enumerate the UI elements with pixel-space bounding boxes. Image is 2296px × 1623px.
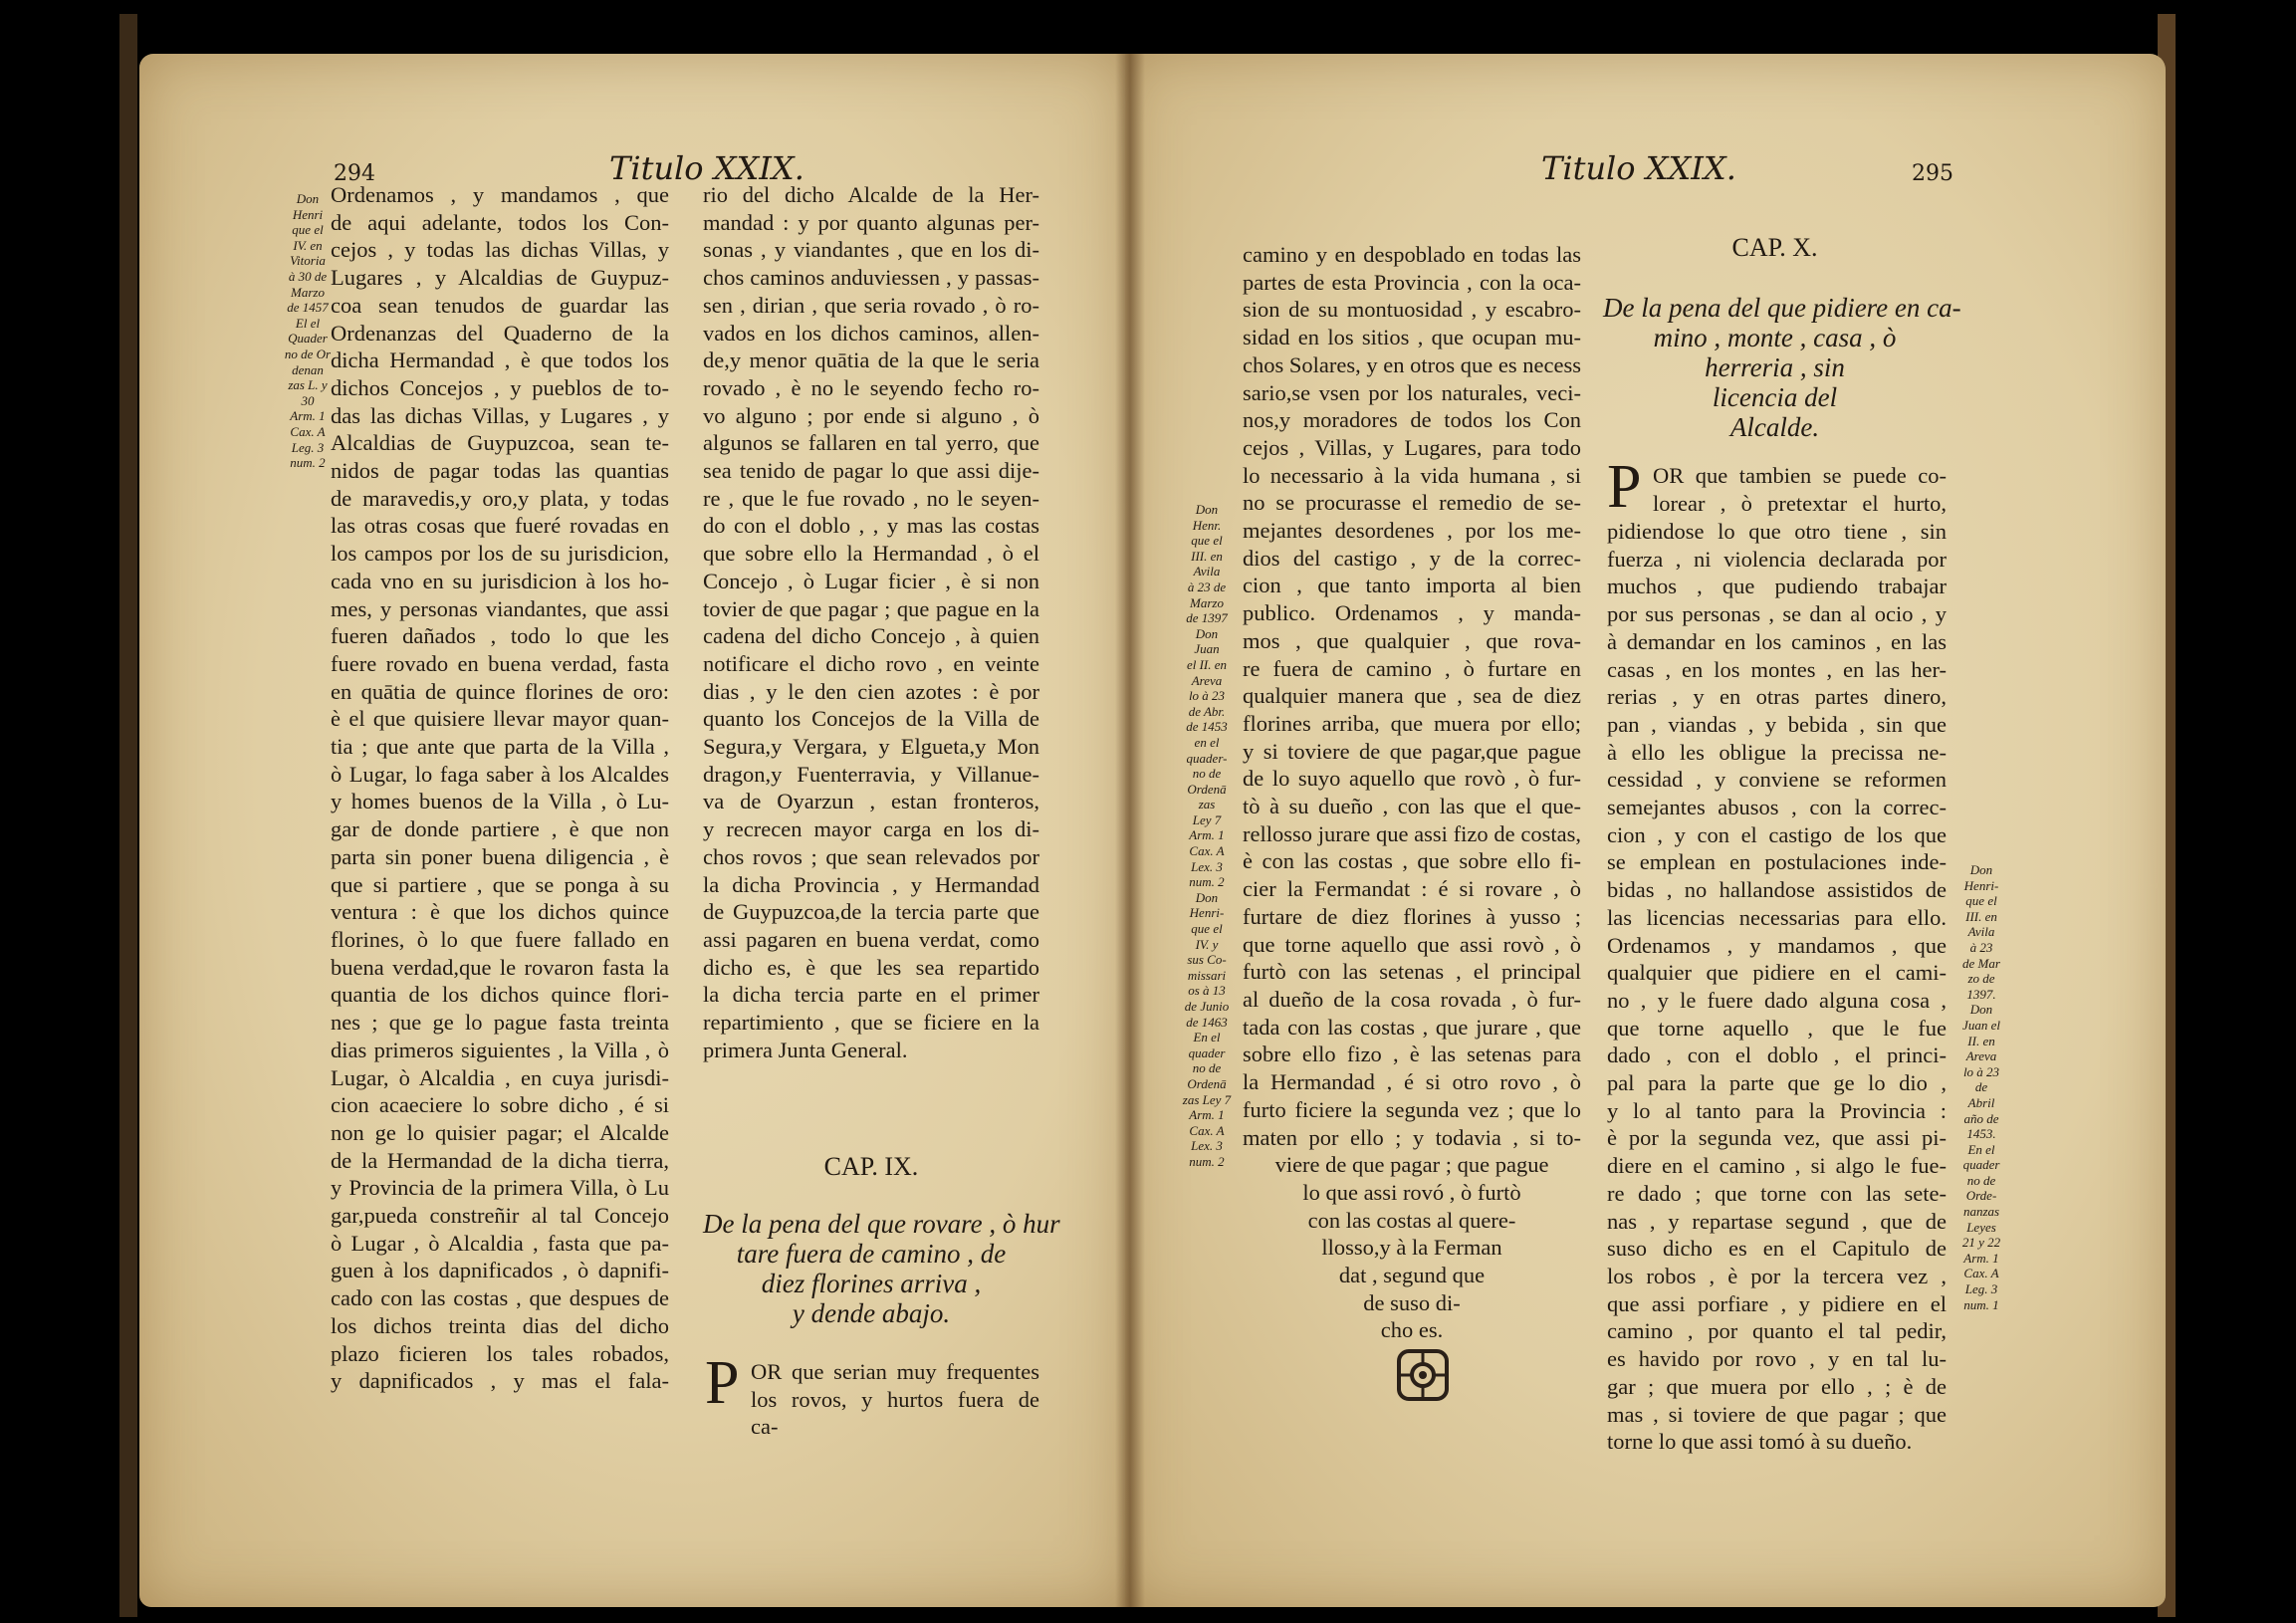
text-column-2 [703,181,1039,1064]
text-line: ò Lugar, lo faga saber à los Alcaldes [331,761,669,787]
drop-cap: P [1607,453,1642,521]
margin-note-line: no de Or [284,346,332,361]
margin-note-line: II. en [1967,1033,1995,1048]
text-line: è con las costas , que sobre ello fi- [1243,848,1581,874]
text-line: sidad en los sitios , que ocupan mu- [1243,325,1581,350]
text-line: fuerza , ni violencia declarada por [1607,546,1947,572]
margin-note-line: Lex. 3 [1191,1138,1223,1154]
text-line: rio del dicho Alcalde de la Her- [703,182,1039,207]
text-line: cion acaeciere lo sobre dicho , é si [331,1092,669,1118]
text-line: muchos , que pudiendo trabajar [1607,574,1947,599]
chapter-title [1603,293,1961,442]
margin-note-line: à 30 de [288,268,328,284]
text-line: no se procurasse el remedio de se- [1243,490,1581,516]
text-line: à ello les obligue la precissa ne- [1607,739,1947,765]
text-line: camino y en despoblado en todas las [1243,242,1581,267]
margin-note-line: Cax. A [1189,1122,1225,1138]
drop-cap: P [705,1349,740,1417]
text-line: assi pagaren en buena verdat, como [703,926,1039,952]
text-line: diere en el camino , si algo le fue- [1607,1153,1947,1179]
margin-note-line: lo à 23 [1188,688,1226,704]
text-line: de aqui adelante, todos los Con- [331,209,669,235]
text-line: torne lo que assi tomó à su dueño. [1607,1429,1913,1455]
text-line: la dicha tercia parte en el primer [703,982,1039,1008]
chapter-title-line: tare fuera de camino , de [736,1239,1007,1269]
margin-note-line: 1453. [1966,1126,1996,1142]
book-gutter [1115,54,1145,1607]
text-line: Lugar, ò Alcaldia , en cuya jurisdi- [331,1064,669,1090]
margin-note-line: num. 2 [1189,1153,1225,1169]
margin-note-line: missari [1187,967,1227,983]
text-line: no , y le fuere dado alguna cosa , [1607,987,1947,1013]
margin-note-line: Henri [292,206,324,222]
text-line: nos,y moradores de todos los Con [1243,407,1581,433]
text-line: plazo ficieren los tales robados, [331,1340,669,1366]
margin-note-line: Areva [1965,1048,1997,1064]
text-line: das las dichas Villas, y Lugares , y [331,402,669,428]
text-line: dias primeros siguientes , la Villa , ò [331,1037,669,1062]
text-line: y dapnificados , y mas el fala- [331,1368,669,1394]
margin-note-line: Juan [1194,641,1220,657]
text-line: guen à los dapnificados , ò dapnifi- [331,1258,669,1283]
text-line: gar ; que muera por ello , ; è de [1607,1373,1947,1399]
text-line: las licencias necessarias para ello. [1607,904,1947,930]
margin-note-line: de 1463 [1186,1014,1228,1030]
text-line: nidos de pagar todas las quantias [331,458,669,484]
text-line: sobre ello fizo , è las setenas para [1243,1042,1581,1067]
text-line: al dueño de la cosa rovada , ò fur- [1243,986,1581,1012]
margin-note-line: III. en [1191,548,1223,564]
margin-note-line: nanzas [1962,1204,2000,1220]
chapter-title-line: De la pena del que rovare , ò hur [703,1209,1060,1239]
margin-note-line: zas L. y [288,377,328,393]
margin-note-line: de [1974,1079,1988,1095]
text-line: llosso,y à la Ferman [1321,1235,1502,1261]
text-line: mejantes desordenes , por los me- [1243,518,1581,544]
margin-note-line: IV. en [293,237,323,253]
chapter-title-line: licencia del [1712,382,1838,412]
margin-note-line: no de [1192,1060,1222,1076]
text-line: chos Solares, y en otros que es necess [1243,351,1581,377]
text-line: tò à su dueño , con las que el que- [1243,794,1581,819]
chapter-heading: CAP. X. [1731,233,1818,262]
text-line: los dichos treinta dias del dicho [331,1312,669,1338]
margin-note-line: quader [1188,1044,1226,1060]
text-line: de maravedis,y oro,y plata, y todas [331,485,669,511]
margin-note-line: Ley 7 [1192,812,1222,827]
text-line: y homes buenos de la Villa , ò Lu- [331,789,669,814]
text-line: pal para la parte que ge lo dio , [1607,1070,1947,1096]
margin-note-line: denan [292,361,324,377]
text-line: camino , por quanto el tal pedir, [1607,1318,1947,1344]
text-line: do con el doblo , , y mas las costas [703,513,1039,539]
text-line: en quātia de quince florines de oro: [331,678,669,704]
text-line: qualquier que pidiere en el cami- [1607,960,1947,986]
text-line: los robos , è por la tercera vez , [1607,1263,1947,1288]
text-line: cessidad , y conviene se reformen [1607,767,1947,793]
book-cover-edge-left [119,14,137,1617]
text-line: chos rovos ; que sean relevados por [703,843,1039,869]
text-line: la dicha Provincia , y Hermandad [703,871,1039,897]
text-line: la Hermandad , é si otro rovo , ò [1243,1069,1581,1095]
text-line: que assi porfiare , y pidiere en el [1607,1290,1947,1316]
text-line: ò Lugar , ò Alcaldia , fasta que pa- [331,1230,669,1256]
text-line: gar,pueda constreñir al tal Concejo [331,1203,669,1229]
left-page [139,54,1125,1607]
margin-note-line: Don [1195,502,1219,517]
text-line: è por la segunda vez, que assi pi- [1607,1125,1947,1151]
text-line: cada vno en su jurisdicion à los ho- [331,568,669,593]
margin-note-line: Vitoria [290,253,326,269]
text-line: sion de su montuosidad , y escabro- [1243,297,1581,323]
text-line: parta sin poner buena diligencia , è [331,843,669,869]
text-line: rovado , è no le seyendo fecho ro- [703,374,1039,400]
margin-note-line: Juan el [1962,1017,2000,1033]
margin-note-line: Henr. [1192,517,1222,533]
text-line: ventura : è que los dichos quince [331,899,669,925]
margin-note-line: Arm. 1 [290,408,326,424]
margin-note-line: zas Ley 7 [1182,1091,1232,1107]
margin-note-line: de 1453 [1186,719,1228,735]
text-line: de la Hermandad de la dicha tierra, [331,1147,669,1173]
text-line: los rovos, y hurtos fuera de [751,1386,1039,1412]
text-line: à demandar en los caminos , en las [1607,628,1947,654]
text-line: rellosso jurare que assi fizo de costas, [1243,820,1581,846]
margin-note-line: quader- [1186,750,1228,766]
chapter-heading: CAP. IX. [823,1152,919,1181]
text-line: pidiendose lo que otro tiene , sin [1607,519,1947,544]
text-line: furtò con las setenas , el principal [1243,959,1581,985]
text-line: que torne aquello que assi rovò , ò [1243,931,1581,957]
text-line: de suso di- [1363,1289,1461,1315]
margin-note-line: Orde- [1965,1188,1997,1204]
text-line: re dado ; que torne con las sete- [1607,1180,1947,1206]
margin-note-line: III. en [1965,908,1997,924]
margin-note-line: Quader [288,331,328,347]
text-column-2-continued [751,1358,1039,1441]
text-line: dias , y le den cien azotes : è por [703,678,1039,704]
margin-note-line: Don [1969,1002,1993,1018]
text-line: es havido por rovo , y en tal lu- [1607,1346,1947,1372]
margin-note-line: IV. y [1195,936,1219,952]
text-line: furto ficiere la segunda vez ; que lo [1243,1096,1581,1122]
margin-note-line: Cax. A [1963,1266,1999,1281]
margin-note-line: os à 13 [1188,983,1226,999]
text-line: cion , que tanto importa al bien [1243,573,1581,598]
text-line: quanto los Concejos de la Villa de [703,706,1039,732]
margin-note-line: Don [1195,889,1219,905]
margin-note-line: el II. en [1186,656,1228,672]
text-line: quantia de los dichos quince flori- [331,982,669,1008]
margin-note-line: que el [1965,893,1997,909]
margin-note-line: que el [292,222,324,238]
text-line: tia ; que ante que parta de la Villa , [331,734,669,760]
right-page [1125,54,2166,1607]
text-line: florines arriba, que muera por ello; [1243,710,1581,736]
text-line: y Provincia de la primera Villa, ò Lu [331,1175,669,1201]
text-line: ca- [751,1414,779,1440]
margin-note-line: Leg. 3 [291,439,325,455]
text-line: con las costas al quere- [1307,1207,1516,1233]
margin-note-line: Don [1195,625,1219,641]
margin-note-line: de 1457 [287,300,329,316]
margin-note-line: à 23 de [1187,579,1227,594]
margin-note-line: En el [1967,1141,1995,1157]
text-line: dicho es, è que les sea repartido [703,954,1039,980]
text-line: que si partiere , que se ponga à su [331,871,669,897]
text-line: tada con las costas , que jurare , que [1243,1014,1581,1040]
text-column-2-opening [1653,462,1947,517]
text-line: nes ; que ge lo pague fasta treinta [331,1010,669,1036]
text-line: OR que tambien se puede co- [1653,463,1947,488]
margin-note-line: Leg. 3 [1964,1281,1998,1297]
margin-note-right [1952,862,2011,1312]
margin-note-line: En el [1193,1030,1221,1045]
text-line: semejantes abusos , con la correc- [1607,795,1947,820]
text-line: mes, y personas viandantes, que assi [331,595,669,621]
text-line: cado con las costas , que despues de [331,1285,669,1311]
margin-note-line: Cax. A [290,423,326,439]
margin-note-line: Abril [1967,1094,1995,1110]
margin-note-line: Cax. A [1189,843,1225,859]
text-line: los campos por los de su jurisdicion, [331,541,669,567]
text-line: cion , y con el castigo de los que [1607,821,1947,847]
margin-note-line: Henri- [1189,905,1225,921]
text-line: lo necessario à la vida humana , si [1243,462,1581,488]
text-line: mos , que qualquier , que rova- [1243,627,1581,653]
text-line: viere de que pagar ; que pague [1274,1152,1549,1178]
margin-note-line: num. 2 [1189,874,1225,890]
chapter-title-line: mino , monte , casa , ò [1653,323,1897,352]
margin-note-line: Arm. 1 [1189,827,1225,843]
text-line: cadena del dicho Concejo , à quien [703,623,1039,649]
margin-note-line: no de [1966,1172,1996,1188]
text-line: las otras cosas que fueré rovadas en [331,513,669,539]
text-line: sea tenido de pagar lo que assi dije- [703,458,1039,484]
margin-note-line: Arm. 1 [1963,1250,1999,1266]
margin-note-line: Leyes [1966,1219,1996,1235]
text-line: lorear , ò pretextar el hurto, [1653,490,1947,516]
text-line: Segura,y Vergara, y Elgueta,y Mon [703,734,1039,760]
margin-note-line: zas [1198,797,1216,812]
text-line: non ge lo quisier pagar; el Alcalde [331,1119,669,1145]
margin-note-line: 21 y 22 [1961,1235,2001,1251]
text-line: sario,se vsen por los naturales, veci- [1243,379,1581,405]
margin-note-line: Arm. 1 [1189,1107,1225,1123]
text-line: Ordenamos , y mandamos , que [331,182,669,207]
chapter-title-line: diez florines arriva , [761,1269,982,1298]
text-column-1 [1243,241,1581,1344]
chapter-title-line: herreria , sin [1705,352,1845,382]
margin-note-line: zo de [1967,971,1995,987]
text-line: y si toviere de que pagar,que pague [1243,738,1581,764]
margin-note-line: El el [295,315,321,331]
text-line: suso dicho es en el Capitulo de [1607,1236,1947,1262]
margin-note-line: Marzo [1190,594,1224,610]
text-line: casas , en los montes , en las her- [1607,656,1947,682]
chapter-title [703,1209,1060,1328]
text-line: sonas , y viandantes , que en los di- [703,237,1039,263]
text-line: furtare de diez florines à yusso ; [1243,903,1581,929]
text-line: OR que serian muy frequentes [751,1359,1039,1384]
margin-note-line: à 23 [1969,939,1993,955]
margin-note-left [1175,502,1239,1170]
margin-note-line: Marzo [291,284,325,300]
text-line: florines, ò lo que fuere fallado en [331,926,669,952]
chapter-title-line: De la pena del que pidiere en ca- [1603,293,1961,323]
margin-note-line: num. 1 [1963,1296,1999,1312]
text-line: va de Oyarzun , estan fronteros, [703,789,1039,814]
margin-note-line: 1397. [1966,986,1996,1002]
margin-note-line: Lex. 3 [1191,858,1223,874]
text-line: dichos Concejos , y pueblos de to- [331,374,669,400]
text-line: nas , y repartase segund , que de [1607,1208,1947,1234]
text-line: primera Junta General. [703,1037,908,1062]
text-line: publico. Ordenamos , y manda- [1243,600,1581,626]
chapter-title-line: y dende abajo. [792,1298,951,1328]
chapter-title-line: Alcalde. [1729,412,1820,442]
margin-note-line: que el [1191,533,1223,549]
page-number: 295 [1912,161,1953,186]
margin-note-line: de Mar [1962,955,2000,971]
text-line: de,y menor quātia de la que le seria [703,348,1039,373]
margin-note-line: lo à 23 [1962,1063,2000,1079]
margin-note-line: Avila [1967,924,1995,940]
text-line: re , que le fue rovado , no le seyen- [703,485,1039,511]
ornament-icon [1396,1348,1450,1402]
margin-note-line: sus Co- [1187,952,1227,968]
margin-note-line: Don [1969,862,1993,877]
text-line: de Guypuzcoa,de la tercia parte que [703,899,1039,925]
text-line: partes de esta Provincia , con la oca- [1243,269,1581,295]
text-line: dado , con el doblo , el princi- [1607,1043,1947,1068]
text-column-2 [1607,518,1947,1456]
text-line: que torne aquello , que le fue [1607,1015,1947,1041]
open-book [119,14,2176,1617]
margin-note-line: que el [1191,921,1223,937]
text-line: tovier de que pagar ; que pague en la [703,595,1039,621]
text-line: vados en los dichos caminos, allen- [703,320,1039,346]
text-line: vo alguno ; por ende si alguno , ò [703,402,1039,428]
text-line: gar de donde partiere , è que non [331,816,669,842]
text-line: que sobre ello la Hermandad , ò el [703,541,1039,567]
text-line: Lugares , y Alcaldias de Guypuz- [331,265,669,291]
text-line: è el que quisiere llevar mayor quan- [331,706,669,732]
margin-note-line: Areva [1191,672,1223,688]
margin-note-line: Ordenā [1187,1075,1227,1091]
text-line: cejos , Villas, y Lugares, para todo [1243,434,1581,460]
margin-note-line: quader [1962,1157,2000,1173]
text-line: se emplean en postulaciones inde- [1607,849,1947,875]
text-line: bidas , no hallandose assistidos de [1607,877,1947,903]
margin-note-line: Avila [1193,564,1221,580]
text-line: Concejo , ò Lugar ficier , è si non [703,568,1039,593]
text-line: sen , dirian , que seria rovado , ò ro- [703,292,1039,318]
text-column-1 [331,181,669,1395]
text-line: algunos se fallaren en tal yerro, que [703,430,1039,456]
margin-note-line: en el [1194,734,1220,750]
running-head: Titulo XXIX. [1541,149,1736,187]
margin-note-line: Don [296,191,320,206]
margin-note-line: Ordenā [1187,781,1227,797]
text-line: chos caminos anduviessen , y passas- [703,265,1039,291]
margin-note-line: de Junio [1184,999,1230,1014]
text-line: mandad : y por quanto algunas per- [703,209,1039,235]
text-line: dat , segund que [1338,1263,1486,1288]
text-line: rerias , y en otras partes dinero, [1607,684,1947,710]
margin-note-line: de 1397 [1186,610,1228,626]
margin-note-line: no de [1192,766,1222,782]
text-line: y lo al tanto para la Provincia : [1607,1097,1947,1123]
text-line: dicha Hermandad , è que todos los [331,348,669,373]
text-line: qualquier manera que , sea de diez [1243,683,1581,709]
running-head: Titulo XXIX. [609,149,804,187]
margin-note-line: Henri- [1963,877,1999,893]
text-line: Ordenanzas del Quaderno de la [331,320,669,346]
text-line: pan , viandas , y bebida , sin que [1607,711,1947,737]
text-line: cho es. [1380,1317,1444,1343]
text-line: cier la Fermandat : é si rovare , ò [1243,876,1581,902]
text-line: maten por ello ; y todavia , si to- [1243,1124,1581,1150]
text-line: notificare el dicho rovo , en veinte [703,650,1039,676]
text-line: Ordenamos , y mandamos , que [1607,932,1947,958]
text-line: re fuera de camino , ò furtare en [1243,655,1581,681]
text-line: repartimiento , que se ficiere en la [703,1010,1039,1036]
text-line: de lo suyo aquello que rovò , ò fur- [1243,766,1581,792]
text-line: coa sean tenudos de guardar las [331,292,669,318]
page-number: 294 [334,161,375,186]
margin-note-line: 30 [301,392,315,408]
margin-note-line: año de [1963,1110,1999,1126]
text-line: dios del castigo , y de la correc- [1243,545,1581,571]
text-line: fuere rovado en buena verdad, fasta [331,650,669,676]
text-line: mas , si toviere de que pagar ; que [1607,1401,1947,1427]
text-line: dragon,y Fuenterravia, y Villanue- [703,761,1039,787]
text-line: cejos , y todas las dichas Villas, y [331,237,669,263]
text-line: buena verdad,que le rovaron fasta la [331,954,669,980]
text-line: por sus personas , se dan al ocio , y [1607,601,1947,627]
margin-note-line: num. 2 [290,455,326,471]
text-line: fueren dañados , todo lo que les [331,623,669,649]
text-line: lo que assi rovó , ò furtò [1302,1179,1521,1205]
text-line: Alcaldias de Guypuzcoa, sean te- [331,430,669,456]
text-line: y recrecen mayor carga en los di- [703,816,1039,842]
margin-note-line: de Abr. [1188,703,1226,719]
